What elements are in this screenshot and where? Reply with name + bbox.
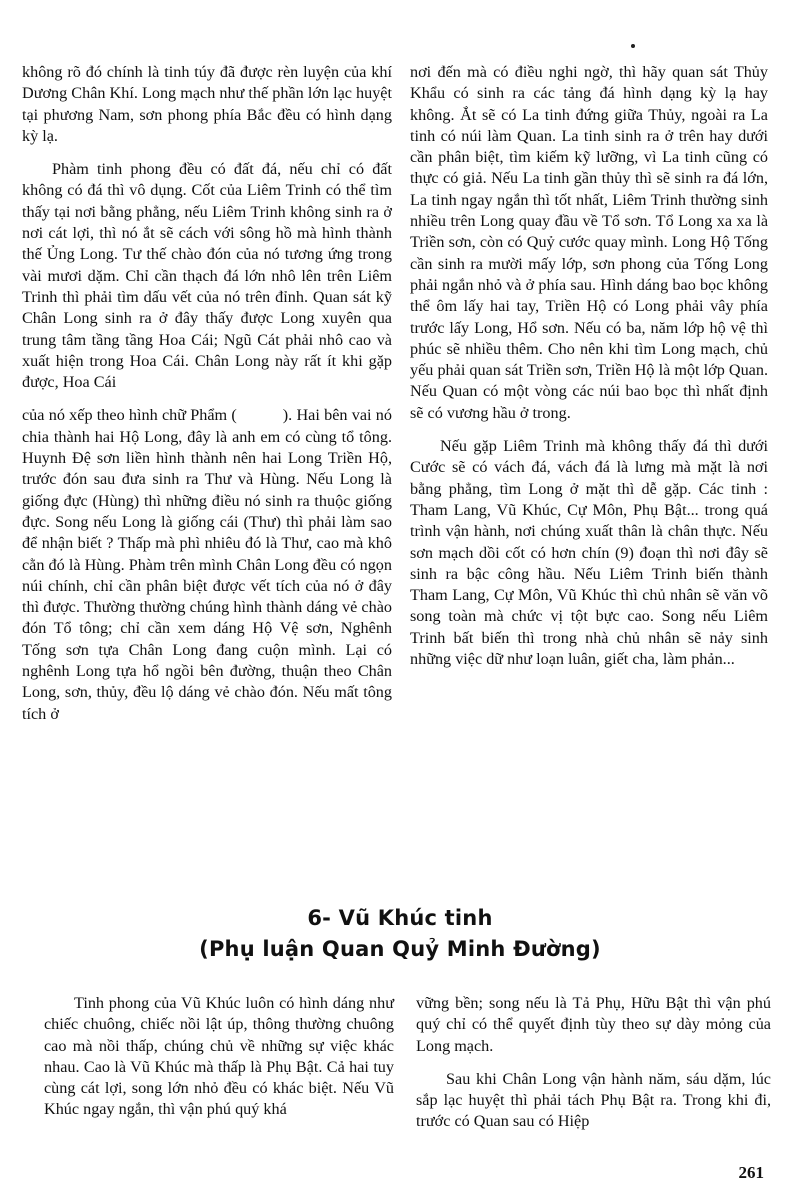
print-mark xyxy=(631,44,635,48)
paragraph: Tinh phong của Vũ Khúc luôn có hình dáng như chiếc chuông, chiếc nồi lật úp, thông thường chuông cao mà nồi thấp, chúng chủ về những sự việc khác nhau. Cao là Vũ Khúc mà thấp là Phụ Bật. Cả hai tuy cùng cát lợi, song lớn nhỏ đều có khác biệt. Nếu Vũ Khúc ngay ngắn, thì vận phú quý khá xyxy=(44,994,394,1119)
paragraph xyxy=(22,405,392,724)
paragraph: nơi đến mà có điều nghi ngờ, thì hãy quan sát Thủy Khẩu có sinh ra các tảng đá hình dạng kỳ lạ hay không. Ắt sẽ có La tinh đứng giữa Thủy, ngoài ra La tinh có núi làm Quan. La tinh sinh ra ở trên hay dưới cần phân biệt, tìm kiếm kỹ lưỡng, vì La tinh cũng có thực có giả. Nếu La tinh gần thủy thì sẽ sinh ra đá lớn, La tinh ngay ngắn thì tốt nhất, Liêm Trinh thường sinh nhiều trên Long quay đầu về Tổ sơn. Tổ Long xa xa là Triền sơn, còn có Quỷ cước quay mình. Long Hộ Tống cần sinh ra mười mấy lớp, sơn phong của Tống Long phải ngắn nhỏ và ở phía sau. Hình dáng bao bọc không thể ôm lấy hai tay, Triền Hộ có Long phải vây phía trước lấy Long, Hổ sơn. Nếu có ba, năm lớp hộ vệ thì phúc sẽ nhiều thêm. Cho nên khi tìm Long mạch, chủ yếu phải quan sát Triền sơn, Triền Hộ là một lớp Quan. Nếu Quan có một vòng các núi bao bọc thì nhất định sẽ có vương hầu ở trong. xyxy=(410,63,768,422)
paragraph: Nếu gặp Liêm Trinh mà không thấy đá thì dưới Cước sẽ có vách đá, vách đá là lưng mà mặt là nơi bằng phẳng, tìm Long ở mặt thì dễ gặp. Các tinh : Tham Lang, Vũ Khúc, Cự Môn, Phụ Bật... trong quá trình vận hành, nơi chúng xuất thân là chân thực. Nếu sơn mạch dồi cốt có hơn chín (9) đoạn thì nơi đây sẽ sinh ra bậc công hầu. Nếu Liêm Trinh biến thành Tham Lang, Cự Môn, Vũ Khúc thì chủ nhân sẽ văn võ song toàn mà chức vị tột bực cao. Song nếu Liêm Trinh bất biến thì trong nhà chủ nhân sẽ nảy sinh những việc dữ như loạn luân, giết cha, làm phản... xyxy=(410,437,768,669)
paragraph-part: của nó xếp theo hình chữ Phẩm ( xyxy=(22,406,237,425)
paragraph: vững bền; song nếu là Tả Phụ, Hữu Bật thì vận phú quý chỉ có thể quyết định tùy theo sự dày mỏng của Long mạch. xyxy=(416,994,771,1055)
paragraph: Phàm tinh phong đều có đất đá, nếu chỉ có đất không có đá thì vô dụng. Cốt của Liêm Trinh có thể tìm thấy tại nơi bằng phẳng, nếu Liêm Trinh không sinh ra ở nơi cát lợi, thì nó ắt sẽ cách với sông hồ mà hình thành thế Ủng Long. Tư thế chào đón của nó tương ứng trong vài mươi dặm. Chỉ cần thạch đá lớn nhô lên trên Liêm Trinh thì phải tìm dấu vết của nó trên đỉnh. Quan sát kỹ Chân Long sinh ra ở đây thấy được Long xuyên qua trung tâm tầng tầng Hoa Cái; Ngũ Cát phải nhô cao và xuất hiện trong Hoa Cái. Chân Long này rất ít khi gặp được, Hoa Cái xyxy=(22,160,392,392)
paragraph: không rõ đó chính là tinh túy đã được rèn luyện của khí Dương Chân Khí. Long mạch như thế phần lớn lạc huyệt tại phương Nam, sơn phong phía Bắc đều có hình dạng kỳ lạ. xyxy=(22,63,392,145)
section-title: 6- Vũ Khúc tinh xyxy=(307,906,493,930)
top-left-column xyxy=(22,62,392,725)
bottom-left-column xyxy=(44,993,394,1121)
page-number: 261 xyxy=(738,1163,764,1182)
top-right-column xyxy=(410,62,768,670)
section-subtitle: (Phụ luận Quan Quỷ Minh Đường) xyxy=(199,937,601,961)
paragraph: Sau khi Chân Long vận hành năm, sáu dặm, lúc sắp lạc huyệt thì phải tách Phụ Bật ra. Trong khi đi, trước có Quan sau có Hiệp xyxy=(416,1069,771,1131)
paragraph-part: ). Hai bên vai nó chia thành hai Hộ Long, đây là anh em có cùng tổ tông. Huynh Đệ sơn liền hình thành nên hai Long Triền Hộ, trước đón sau đưa sinh ra Thư và Hùng. Nếu Long là giống đực (Hùng) thì những điều nó sinh ra thuộc giống đực. Song nếu Long là giống cái (Thư) thì phải làm sao để nhận biết ? Thấp mà phì nhiêu đó là Thư, cao mà khô cằn đó là Hùng. Phàm trên mình Chân Long đều có ngọn núi chính, chỉ cần phân biệt được vết tích của nó ở đây thì được. Thường thường chúng hình thành dáng vẻ chào đón Tổ tông; chỉ cần xem dáng Hộ Vệ sơn, Nghênh Tống sơn tựa Chân Long đang cuộn mình. Lại có nghênh Long tựa hổ ngồi bên đường, thuận theo Chân Long, sơn, thủy, đều lộ dáng vẻ chào đón. Nếu mất tông tích ở xyxy=(22,406,392,723)
bottom-right-column xyxy=(416,993,771,1133)
